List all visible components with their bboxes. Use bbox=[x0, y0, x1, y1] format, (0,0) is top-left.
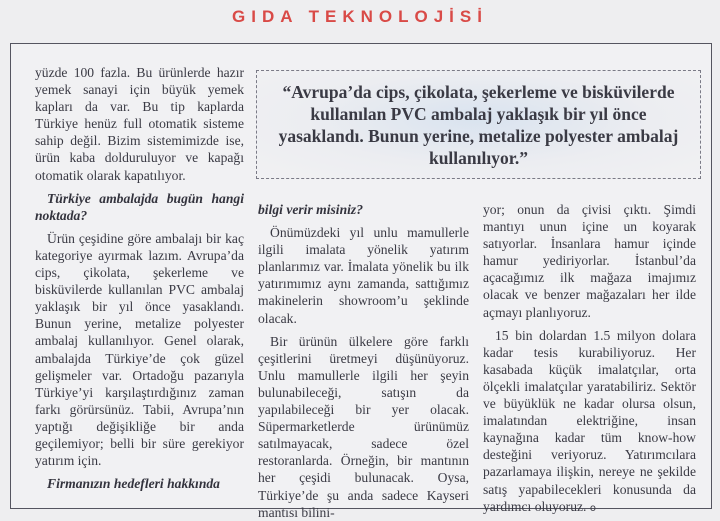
paragraph: yor; onun da çivisi çıktı. Şimdi mantıyı unun içine un koyarak satıyorlar. İnsanlara hamur içinde hamur yediriyorlar. İstanbul’da açacağımız ilk mağaza imajımız olacak ve benzer mağazaları her ilde açmayı planlıyoruz. bbox=[483, 202, 696, 320]
pull-quote-text: “Avrupa’da cips, çikolata, şekerleme ve bisküvilerde kullanılan PVC ambalaj yaklaşık bir yıl önce yasaklandı. Bunun yerine, metalize polyester ambalaj kullanılıyor.” bbox=[278, 81, 679, 168]
paragraph: yüzde 100 fazla. Bu ürünlerde hazır yemek sanayi için büyük yemek kapları da var. Bu tip kaplarda Türkiye henüz full otomatik sisteme sahip değil. Bizim sistemimizde ise, ürün kaba dolduruluyor ve kapağı otomatik olarak kapatılıyor. bbox=[35, 65, 244, 183]
end-mark-icon: o bbox=[589, 502, 596, 514]
article-column-2 bbox=[258, 201, 469, 521]
section-title: GIDA TEKNOLOJİSİ bbox=[232, 7, 488, 26]
article-column-3 bbox=[483, 201, 696, 517]
paragraph bbox=[483, 327, 696, 517]
paragraph: Ürün çeşidine göre ambalajı bir kaç kategoriye ayırmak lazım. Avrupa’da cips, çikolata, şekerleme ve bisküvilerde kullanılan PVC ambalaj yaklaşık bir yıl önce yasaklandı. Bunun yerine, metalize polyester ambalaj kullanılıyor. Genel olarak, ambalajda Türkiye’de çok güzel gelişmeler var. Ortadoğu pazarıyla Türkiye’yi karşılaştırdığınız zaman farkı görürsünüz. Tabii, Avrupa’nın yaptığı değişikliğe bir anda geçilemiyor; belli bir süre gerekiyor yatırım için. bbox=[35, 230, 244, 469]
paragraph: Önümüzdeki yıl unlu mamullerle ilgili imalata yönelik yatırım planlarımız var. İmalata yönelik bu ilk yatırımımız aynı zamanda, sattığımız makinelerin showroom’u şeklinde olacak. bbox=[258, 225, 469, 326]
paragraph-text: 15 bin dolardan 1.5 milyon dolara kadar tesis kurabiliyoruz. Her kasabada küçük imalatçılar, orta ölçekli imalatçılar yaratabiliriz. Sektör ve büyüklük ne kadar olursa olsun, imalatından elektriğine, insan kaynağına kadar tüm know-how desteğini veriyoruz. Yatırımcılara pazarlamaya ilişkin, nereye ne şekilde satış yapabilecekleri konusunda da yardımcı oluyoruz. bbox=[483, 327, 696, 514]
paragraph: Bir ürünün ülkelere göre farklı çeşitlerini üretmeyi düşünüyoruz. Unlu mamullerle ilgili her şeyin bulunabileceği, satışın da yapılabileceği bir yer olacak. Süpermarketlerde ürünümüz satılmayacak, sadece özel restoranlarda. Örneğin, bir mantının her çeşidi bulunacak. Oysa, Türkiye’de şu anda sadece Kayseri mantısı bilini- bbox=[258, 333, 469, 520]
article-column-1 bbox=[35, 64, 244, 492]
interview-question: Firmanızın hedefleri hakkında bbox=[47, 476, 220, 492]
interview-question: Türkiye ambalajda bugün hangi noktada? bbox=[35, 190, 244, 223]
pull-quote bbox=[256, 70, 701, 179]
interview-question-continued: bilgi verir misiniz? bbox=[258, 202, 363, 217]
